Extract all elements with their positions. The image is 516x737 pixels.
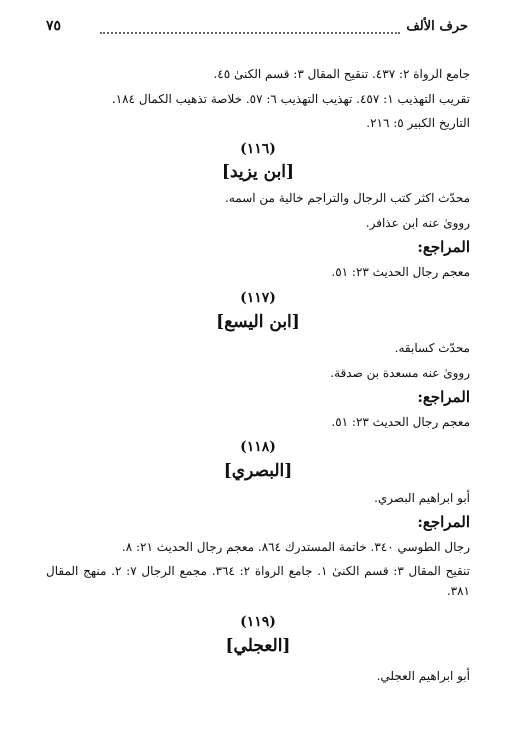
- entry-116-narrator: رووىٰ عنه ابن عذافر.: [365, 216, 470, 230]
- header-dotted-leader: [100, 22, 400, 34]
- entry-118-references-heading: المراجع:: [417, 513, 470, 531]
- entry-117-narrator: رووىٰ عنه مسعدة بن صدقة.: [330, 366, 470, 380]
- entry-118-description: أبو ابراهيم البصري.: [374, 491, 470, 505]
- entry-number-118: (١١٨): [240, 439, 276, 455]
- entry-118-references: رجال الطوسي ٣٤٠. خاتمة المستدرك ٨٦٤. معجم رجال الحديث ٢١: ٨.: [121, 540, 470, 554]
- entry-number-116: (١١٦): [240, 141, 276, 157]
- entry-title-119: [العجلي]: [225, 636, 291, 656]
- entry-116-references: معجم رجال الحديث ٢٣: ٥١.: [331, 265, 470, 279]
- entry-116-description: محدّث اكثر كتب الرجال والتراجم خالية من اسمه.: [225, 191, 470, 205]
- intro-reference-line-3: التاريخ الكبير ٥: ٢١٦.: [366, 116, 470, 130]
- entry-117-description: محدّث كسابقه.: [394, 341, 470, 355]
- running-header-chapter: حرف الألف: [406, 19, 468, 34]
- entry-title-118: [البصري]: [223, 461, 293, 481]
- entry-number-119: (١١٩): [240, 614, 276, 630]
- intro-reference-line-1: جامع الرواة ٢: ٤٣٧. تنقيح المقال ٣: قسم الكنىٰ ٤٥.: [213, 67, 470, 81]
- entry-116-references-heading: المراجع:: [417, 238, 470, 256]
- entry-title-116: [ابن يزيد]: [221, 162, 295, 182]
- entry-number-117: (١١٧): [240, 290, 276, 306]
- entry-117-references: معجم رجال الحديث ٢٣: ٥١.: [331, 415, 470, 429]
- entry-117-references-heading: المراجع:: [417, 388, 470, 406]
- entry-title-117: [ابن اليسع]: [216, 312, 300, 332]
- page-number: ٧٥: [46, 18, 62, 34]
- intro-reference-line-2: تقريب التهذيب ١: ٤٥٧. تهذيب التهذيب ٦: ٥٧. خلاصة تذهيب الكمال ١٨٤.: [111, 92, 470, 106]
- entry-118-references-continued: تنقيح المقال ٣: قسم الكنىٰ ١. جامع الرواة ٢: ٣٦٤. مجمع الرجال ٧: ٢. منهج المقال ٣٨١.: [46, 564, 470, 598]
- entry-119-description: أبو ابراهيم العجلي.: [376, 669, 470, 683]
